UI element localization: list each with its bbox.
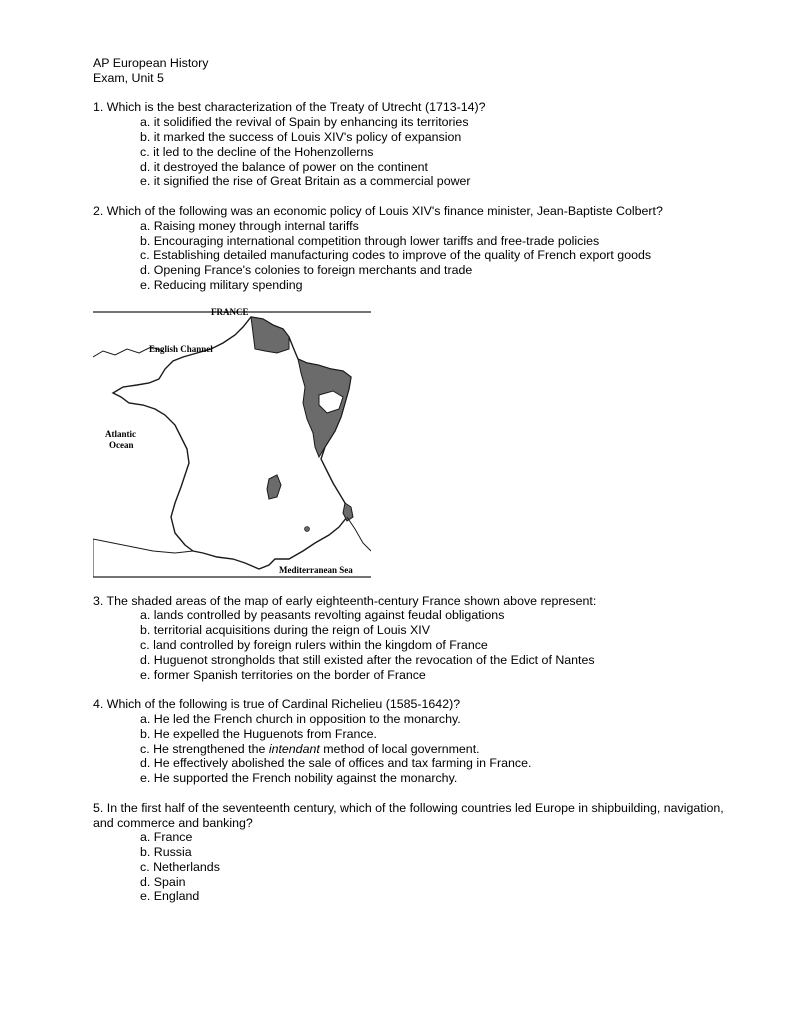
- answer-choice: b. Encouraging international competition through lower tariffs and free-trade policies: [140, 233, 600, 248]
- label-ocean: Ocean: [109, 439, 134, 450]
- choice-text-emphasis: intendant: [268, 741, 320, 756]
- answer-choice: e. Reducing military spending: [140, 277, 303, 292]
- answer-choice: c. land controlled by foreign rulers within the kingdom of France: [140, 637, 488, 652]
- answer-choices: [140, 712, 743, 786]
- answer-choice: c. Establishing detailed manufacturing codes to improve of the quality of French export goods: [140, 248, 652, 263]
- exam-subtitle: Exam, Unit 5: [93, 70, 164, 85]
- question-stem: 3. The shaded areas of the map of early eighteenth-century France shown above represent:: [93, 593, 597, 608]
- answer-choice: d. He effectively abolished the sale of offices and tax farming in France.: [140, 756, 532, 771]
- choice-text-after: method of local government.: [319, 741, 480, 756]
- question-1: [93, 100, 743, 189]
- answer-choice: a. Raising money through internal tariffs: [140, 218, 359, 233]
- answer-choices: [140, 219, 743, 293]
- answer-choice: b. territorial acquisitions during the reign of Louis XIV: [140, 623, 430, 638]
- answer-choice: d. Spain: [140, 874, 186, 889]
- france-map-svg: [93, 307, 371, 579]
- question-stem: 5. In the first half of the seventeenth century, which of the following countries led Europe in shipbuilding, navigation, and commerce and banking?: [93, 800, 724, 830]
- answer-choices: [140, 830, 743, 904]
- map-title: FRANCE: [211, 306, 249, 317]
- question-3: [93, 594, 743, 683]
- shaded-dot-avignon: [305, 526, 310, 531]
- answer-choice: e. it signified the rise of Great Britain as a commercial power: [140, 174, 471, 189]
- course-title: AP European History: [93, 56, 209, 70]
- answer-choice: e. England: [140, 889, 200, 904]
- answer-choice: a. He led the French church in opposition to the monarchy.: [140, 711, 461, 726]
- answer-choice: e. former Spanish territories on the border of France: [140, 667, 426, 682]
- question-stem: 2. Which of the following was an economic policy of Louis XIV's finance minister, Jean-Baptiste Colbert?: [93, 203, 663, 218]
- label-atlantic: Atlantic: [105, 428, 136, 439]
- label-english-channel: English Channel: [149, 343, 213, 354]
- question-5: [93, 801, 743, 905]
- choice-text-before: c. He strengthened the: [140, 741, 269, 756]
- answer-choices: [140, 608, 743, 682]
- answer-choices: [140, 115, 743, 189]
- answer-choice: e. He supported the French nobility against the monarchy.: [140, 771, 458, 786]
- exam-header: [93, 56, 743, 86]
- answer-choice: d. Huguenot strongholds that still existed after the revocation of the Edict of Nantes: [140, 652, 595, 667]
- label-mediterranean: Mediterranean Sea: [279, 564, 353, 575]
- question-2: [93, 204, 743, 293]
- pyrenees-border: [93, 539, 193, 553]
- answer-choice: a. lands controlled by peasants revolting against feudal obligations: [140, 608, 505, 623]
- alps-border: [347, 517, 371, 551]
- answer-choice: c. Netherlands: [140, 859, 220, 874]
- answer-choice: b. Russia: [140, 845, 192, 860]
- question-4: [93, 697, 743, 786]
- answer-choice: a. it solidified the revival of Spain by enhancing its territories: [140, 115, 469, 130]
- answer-choice: [140, 742, 743, 757]
- question-stem: 1. Which is the best characterization of the Treaty of Utrecht (1713-14)?: [93, 100, 486, 115]
- answer-choice: d. Opening France's colonies to foreign merchants and trade: [140, 263, 473, 278]
- exam-page: [93, 56, 743, 904]
- question-stem: 4. Which of the following is true of Cardinal Richelieu (1585-1642)?: [93, 697, 461, 712]
- answer-choice: c. it led to the decline of the Hohenzollerns: [140, 144, 374, 159]
- france-map: [93, 307, 371, 579]
- answer-choice: a. France: [140, 830, 193, 845]
- answer-choice: d. it destroyed the balance of power on the continent: [140, 159, 428, 174]
- answer-choice: b. He expelled the Huguenots from France.: [140, 726, 377, 741]
- answer-choice: b. it marked the success of Louis XIV's policy of expansion: [140, 129, 462, 144]
